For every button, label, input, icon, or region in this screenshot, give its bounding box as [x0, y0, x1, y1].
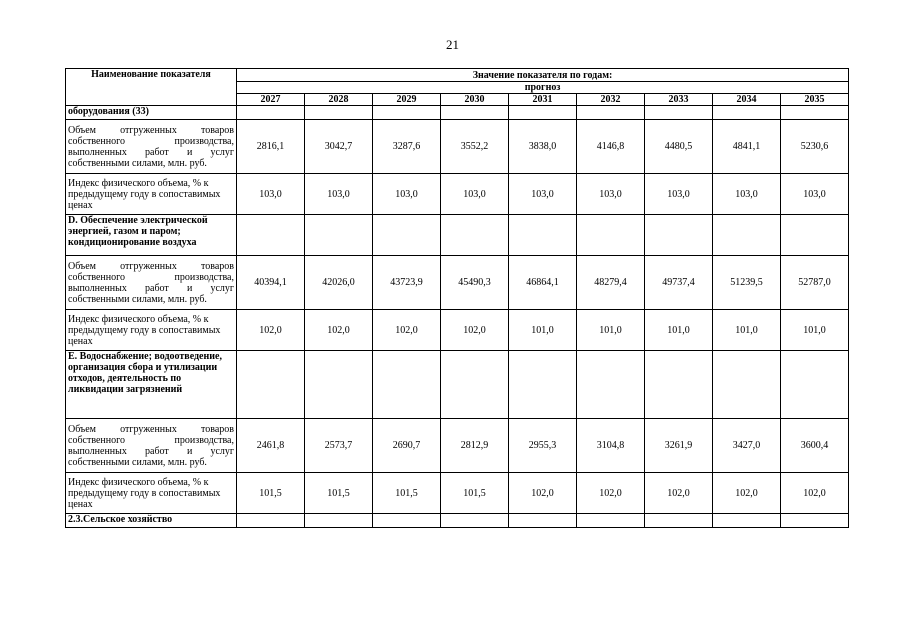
table-row [66, 256, 849, 310]
value-cell: 102,0 [713, 473, 781, 514]
table-row [66, 174, 849, 215]
header-year: 2034 [713, 94, 781, 106]
value-cell: 2955,3 [509, 419, 577, 473]
empty-cell [305, 215, 373, 256]
section-heading: оборудования (33) [66, 106, 237, 120]
indicator-label: Объем отгруженных товаров собственного производства, выполненных работ и услуг собственными силами, млн. руб. [66, 256, 237, 310]
value-cell: 43723,9 [373, 256, 441, 310]
header-year: 2031 [509, 94, 577, 106]
indicator-label: Объем отгруженных товаров собственного производства, выполненных работ и услуг собственными силами, млн. руб. [66, 120, 237, 174]
header-year: 2027 [237, 94, 305, 106]
header-year: 2032 [577, 94, 645, 106]
empty-cell [237, 351, 305, 419]
forecast-table [65, 68, 849, 528]
value-cell: 3042,7 [305, 120, 373, 174]
empty-cell [781, 514, 849, 528]
value-cell: 103,0 [781, 174, 849, 215]
empty-cell [237, 215, 305, 256]
empty-cell [237, 514, 305, 528]
value-cell: 3838,0 [509, 120, 577, 174]
empty-cell [713, 351, 781, 419]
empty-cell [577, 351, 645, 419]
value-cell: 102,0 [577, 473, 645, 514]
section-heading: 2.3.Сельское хозяйство [66, 514, 237, 528]
header-forecast: прогноз [237, 82, 849, 94]
empty-cell [577, 514, 645, 528]
empty-cell [509, 514, 577, 528]
value-cell: 2690,7 [373, 419, 441, 473]
value-cell: 3600,4 [781, 419, 849, 473]
value-cell: 40394,1 [237, 256, 305, 310]
empty-cell [577, 215, 645, 256]
empty-cell [645, 514, 713, 528]
value-cell: 101,0 [645, 310, 713, 351]
value-cell: 101,0 [781, 310, 849, 351]
empty-cell [237, 106, 305, 120]
empty-cell [713, 106, 781, 120]
table-row [66, 473, 849, 514]
value-cell: 42026,0 [305, 256, 373, 310]
value-cell: 2461,8 [237, 419, 305, 473]
value-cell: 4480,5 [645, 120, 713, 174]
value-cell: 46864,1 [509, 256, 577, 310]
index-label: Индекс физического объема, % к предыдущему году в сопоставимых ценах [66, 310, 237, 351]
empty-cell [645, 215, 713, 256]
value-cell: 103,0 [237, 174, 305, 215]
empty-cell [305, 351, 373, 419]
empty-cell [305, 106, 373, 120]
value-cell: 101,5 [373, 473, 441, 514]
value-cell: 52787,0 [781, 256, 849, 310]
empty-cell [577, 106, 645, 120]
value-cell: 103,0 [645, 174, 713, 215]
empty-cell [441, 106, 509, 120]
value-cell: 2816,1 [237, 120, 305, 174]
value-cell: 5230,6 [781, 120, 849, 174]
value-cell: 103,0 [509, 174, 577, 215]
value-cell: 4841,1 [713, 120, 781, 174]
table-row [66, 419, 849, 473]
table-body [66, 106, 849, 528]
empty-cell [441, 514, 509, 528]
value-cell: 103,0 [441, 174, 509, 215]
header-year: 2035 [781, 94, 849, 106]
value-cell: 102,0 [509, 473, 577, 514]
empty-cell [781, 106, 849, 120]
header-indicator-name: Наименование показателя [66, 69, 237, 106]
empty-cell [781, 215, 849, 256]
index-label: Индекс физического объема, % к предыдущему году в сопоставимых ценах [66, 174, 237, 215]
section-heading: E. Водоснабжение; водоотведение, организация сбора и утилизации отходов, деятельность по ликвидации загрязнений [66, 351, 237, 419]
value-cell: 102,0 [305, 310, 373, 351]
section-row [66, 351, 849, 419]
value-cell: 2573,7 [305, 419, 373, 473]
section-heading: D. Обеспечение электрической энергией, газом и паром; кондиционирование воздуха [66, 215, 237, 256]
empty-cell [441, 351, 509, 419]
empty-cell [713, 514, 781, 528]
header-values-by-year: Значение показателя по годам: [237, 69, 849, 82]
value-cell: 3287,6 [373, 120, 441, 174]
value-cell: 101,5 [237, 473, 305, 514]
value-cell: 101,5 [441, 473, 509, 514]
table-row [66, 310, 849, 351]
value-cell: 101,0 [713, 310, 781, 351]
empty-cell [373, 215, 441, 256]
section-row [66, 215, 849, 256]
empty-cell [441, 215, 509, 256]
index-label: Индекс физического объема, % к предыдущему году в сопоставимых ценах [66, 473, 237, 514]
page-number: 21 [446, 37, 459, 52]
empty-cell [645, 106, 713, 120]
empty-cell [509, 215, 577, 256]
section-row [66, 514, 849, 528]
value-cell: 45490,3 [441, 256, 509, 310]
value-cell: 2812,9 [441, 419, 509, 473]
value-cell: 103,0 [373, 174, 441, 215]
header-year: 2033 [645, 94, 713, 106]
empty-cell [373, 351, 441, 419]
value-cell: 102,0 [645, 473, 713, 514]
empty-cell [305, 514, 373, 528]
value-cell: 103,0 [305, 174, 373, 215]
value-cell: 3104,8 [577, 419, 645, 473]
value-cell: 103,0 [577, 174, 645, 215]
value-cell: 4146,8 [577, 120, 645, 174]
empty-cell [713, 215, 781, 256]
empty-cell [373, 514, 441, 528]
header-year: 2028 [305, 94, 373, 106]
empty-cell [373, 106, 441, 120]
value-cell: 49737,4 [645, 256, 713, 310]
value-cell: 102,0 [237, 310, 305, 351]
value-cell: 103,0 [713, 174, 781, 215]
value-cell: 102,0 [373, 310, 441, 351]
indicator-label: Объем отгруженных товаров собственного производства, выполненных работ и услуг собственными силами, млн. руб. [66, 419, 237, 473]
value-cell: 51239,5 [713, 256, 781, 310]
value-cell: 3427,0 [713, 419, 781, 473]
value-cell: 3261,9 [645, 419, 713, 473]
header-year: 2030 [441, 94, 509, 106]
value-cell: 101,0 [509, 310, 577, 351]
empty-cell [509, 351, 577, 419]
empty-cell [509, 106, 577, 120]
section-row [66, 106, 849, 120]
empty-cell [645, 351, 713, 419]
empty-cell [781, 351, 849, 419]
value-cell: 101,0 [577, 310, 645, 351]
value-cell: 48279,4 [577, 256, 645, 310]
value-cell: 3552,2 [441, 120, 509, 174]
value-cell: 102,0 [441, 310, 509, 351]
table-row [66, 120, 849, 174]
value-cell: 102,0 [781, 473, 849, 514]
value-cell: 101,5 [305, 473, 373, 514]
header-year: 2029 [373, 94, 441, 106]
